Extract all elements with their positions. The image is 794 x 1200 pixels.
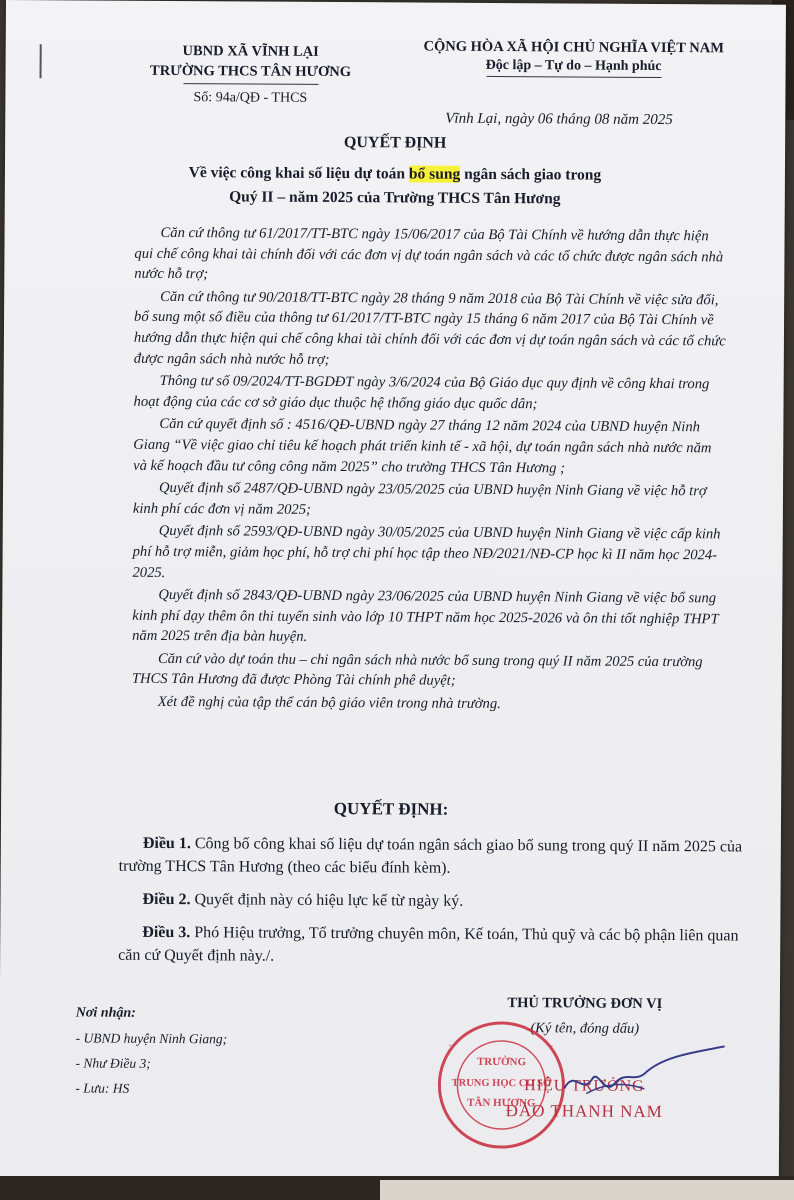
document-number: Số: 94a/QĐ - THCS	[193, 90, 308, 106]
national-motto: Độc lập – Tự do – Hạnh phúc	[485, 57, 662, 75]
signing-authority: THỦ TRƯỞNG ĐƠN VỊ	[507, 995, 663, 1013]
subject-line2: Quý II – năm 2025 của Trường THCS Tân Hương	[229, 188, 561, 208]
preamble-paragraph: Căn cứ thông tư 90/2018/TT-BTC ngày 28 tháng 9 năm 2018 của Bộ Tài Chính về việc sửa đổi, bổ sung một số điều của thông tư 61/2017/TT-BTC ngày 15 tháng 6 năm 2017 của Bộ Tài Chính về hướng dẫn thực hiện qui chế công khai tài chính đối với các đơn vị dự toán ngân sách và các tổ chức được ngân sách nhà nước hỗ trợ;	[133, 288, 726, 368]
recipient-item: - UBND huyện Ninh Giang;	[75, 1030, 228, 1047]
stamp-text: TÂN HƯƠNG	[467, 1096, 536, 1110]
article-text: Công bố công khai số liệu dự toán ngân sách giao bổ sung trong quý II năm 2025 của trường THCS Tân Hương (theo các biểu đính kèm).	[118, 835, 743, 877]
country-name: CỘNG HÒA XÃ HỘI CHỦ NGHĨA VIỆT NAM	[423, 38, 724, 57]
preamble-paragraph: Căn cứ thông tư 61/2017/TT-BTC ngày 15/06/2017 của Bộ Tài Chính về hướng dẫn thực hiện qui chế công khai tài chính đối với các đơn vị dự toán ngân sách và các tổ chức được ngân sách nhà nước hỗ trợ;	[134, 224, 724, 283]
recipients	[75, 1000, 227, 1101]
background-edge	[0, 1176, 794, 1200]
article-label: Điều 1.	[142, 834, 191, 853]
document-subject	[5, 160, 785, 213]
school-name: TRƯỜNG THCS TÂN HƯƠNG	[150, 62, 352, 81]
article-text: Quyết định này có hiệu lực kể từ ngày ký.	[190, 891, 464, 910]
document-title: QUYẾT ĐỊNH	[343, 134, 447, 152]
signing-note: (Ký tên, đóng dấu)	[530, 1020, 640, 1037]
header-right	[404, 36, 744, 78]
article-2	[118, 888, 760, 915]
preamble-paragraph: Căn cứ quyết định số : 4516/QĐ-UBND ngày 27 tháng 12 năm 2024 của UBND huyện Ninh Giang “Về việc giao chỉ tiêu kế hoạch phát triển kinh tế - xã hội, dự toán ngân sách nhà nước năm và kế hoạch đầu tư công công năm 2025” cho trường THCS Tân Hương ;	[133, 416, 712, 476]
margin-mark	[40, 44, 42, 78]
header-left	[115, 41, 385, 108]
preamble-paragraph: Xét đề nghị của tập thể cán bộ giáo viên trong nhà trường.	[157, 694, 501, 713]
subject-line1-pre: Về việc công khai số liệu dự toán	[188, 164, 410, 183]
signer-position: HIỆU TRƯỞNG	[524, 1077, 645, 1095]
signer-name: ĐÀO THANH NAM	[505, 1101, 663, 1122]
stamp-text: TRƯỜNG	[476, 1055, 527, 1069]
preamble-paragraph: Quyết định số 2843/QĐ-UBND ngày 23/06/2025 của UBND huyện Ninh Giang về việc bổ sung kinh phí dạy thêm ôn thi tuyển sinh vào lớp 10 THPT năm học 2025-2026 và ôn thi tốt nghiệp THPT năm 2025 trên địa bàn huyện.	[132, 587, 719, 646]
preamble-paragraph: Thông tư số 09/2024/TT-BGDĐT ngày 3/6/2024 của Bộ Giáo dục quy định về công khai trong hoạt động của các cơ sở giáo dục thuộc hệ thống giáo dục quốc dân;	[133, 373, 710, 413]
article-3	[118, 921, 760, 971]
article-1	[119, 832, 761, 882]
divider	[486, 76, 661, 78]
stamp-text: TRUNG HỌC CƠ SỞ	[451, 1077, 552, 1090]
article-text: Phó Hiệu trưởng, Tổ trưởng chuyên môn, Kế toán, Thủ quỹ và các bộ phận liên quan căn cứ Quyết định này./.	[118, 924, 739, 965]
preamble-paragraph: Căn cứ vào dự toán thu – chi ngân sách nhà nước bổ sung trong quý II năm 2025 của trường THCS Tân Hương đã được Phòng Tài chính phê duyệt;	[131, 650, 703, 690]
stamp-ring-text: •	[550, 1042, 554, 1051]
article-label: Điều 3.	[142, 923, 191, 942]
highlighted-text: bổ sung	[408, 165, 461, 183]
agency-name: UBND XÃ VĨNH LẠI	[182, 43, 319, 60]
issue-date: Vĩnh Lại, ngày 06 tháng 08 năm 2025	[445, 110, 673, 129]
stamp-ring-text: •	[448, 1041, 452, 1050]
articles	[118, 832, 761, 981]
preamble-paragraph: Quyết định số 2593/QĐ-UBND ngày 30/05/2025 của UBND huyện Ninh Giang về việc cấp kinh phí hỗ trợ miễn, giảm học phí, hỗ trợ chi phí học tập theo NĐ/2021/NĐ-CP học kì II năm học 2024-2025.	[132, 523, 721, 581]
divider	[183, 83, 318, 85]
handwritten-signature	[534, 1033, 735, 1134]
decision-heading: QUYẾT ĐỊNH:	[333, 799, 449, 819]
recipient-item: - Như Điều 3;	[75, 1055, 151, 1071]
article-label: Điều 2.	[142, 890, 191, 909]
preamble-paragraph: Quyết định số 2487/QĐ-UBND ngày 23/05/2025 của UBND huyện Ninh Giang về việc hỗ trợ kinh phí các đơn vị năm 2025;	[132, 480, 707, 518]
underlying-sheet	[380, 1180, 794, 1200]
preamble	[132, 223, 730, 718]
recipient-item: - Lưu: HS	[75, 1080, 130, 1096]
recipients-heading: Nơi nhận:	[75, 1005, 136, 1021]
subject-line1-post: ngân sách giao trong	[460, 165, 602, 184]
